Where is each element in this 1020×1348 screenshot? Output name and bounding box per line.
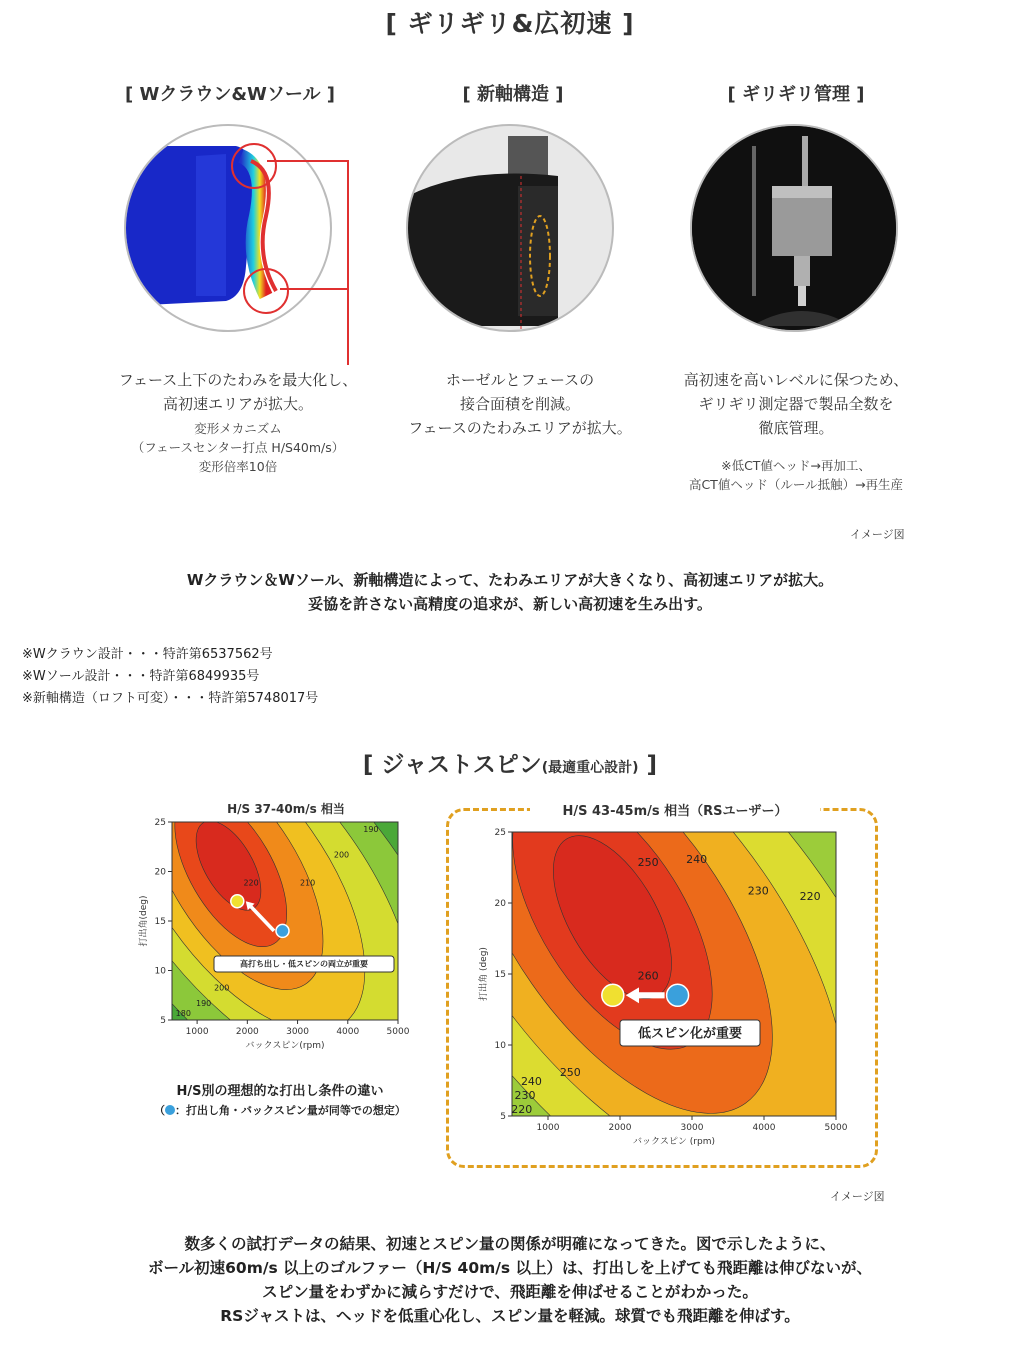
point-ideal: [231, 895, 244, 908]
y-tick-label: 15: [154, 917, 166, 927]
contour-label: 190: [195, 999, 212, 1009]
y-tick-label: 25: [154, 818, 166, 828]
x-tick-label: 2000: [608, 1123, 632, 1133]
x-tick-label: 3000: [680, 1123, 704, 1133]
section-title-justspin: [ ジャストスピン(最適重心設計) ]: [362, 752, 658, 778]
section-title-girigiri: [ ギリギリ&広初速 ]: [385, 9, 635, 38]
col3-sub: ※低CT値ヘッド→再加工、 高CT値ヘッド（ルール抵触）→再生産: [688, 458, 904, 492]
contour-label: 240: [686, 853, 708, 867]
x-tick-label: 1000: [185, 1027, 209, 1037]
col1-sub: 変形メカニズム （フェースセンター打点 H/S40m/s） 変形倍率10倍: [131, 421, 345, 474]
y-axis-label: 打出角(deg): [139, 895, 149, 947]
image-note-1: イメージ図: [850, 528, 905, 541]
col1-title: [ Wクラウン&Wソール ]: [124, 84, 336, 105]
connector-top: [267, 160, 349, 162]
col2-caption: ホーゼルとフェースの 接合面積を削減。 フェースのたわみエリアが拡大。: [408, 371, 632, 437]
section1-summary: Wクラウン＆Wソール、新軸構造によって、たわみエリアが大きくなり、高初速エリアが拡大。 妥協を許さない高精度の追求が、新しい高初速を生み出す。: [186, 571, 834, 613]
point-current: [276, 924, 289, 937]
x-tick-label: 2000: [235, 1027, 259, 1037]
x-tick-label: 4000: [336, 1027, 360, 1037]
contour-label: 200: [333, 850, 350, 860]
annotation-text: 低スピン化が重要: [637, 1026, 743, 1042]
patent-item: ※Wクラウン設計・・・特許第6537562号: [22, 647, 273, 662]
hosel-image: [406, 124, 614, 332]
contour-label: 190: [363, 824, 379, 834]
contour-label: 220: [799, 890, 821, 904]
crown-sole-image: [124, 124, 332, 332]
x-tick-label: 5000: [824, 1123, 848, 1133]
chart2: [460, 822, 860, 1162]
section2-summary: 数多くの試打データの結果、初速とスピン量の関係が明確になってきた。図で示したように、 ボール初速60m/s 以上のゴルファー（H/S 40m/s 以上）は、打出しを上げても飛距離は伸びないが、 スピン量をわずかに減らすだけで、飛距離を伸ばせることがわかった。 RSジャストは、ヘッドを低重心化し、スピン量を軽減。球質でも飛距離を伸ばす。: [147, 1235, 873, 1325]
contour-label: 250: [637, 856, 659, 870]
connector-bottom: [280, 288, 348, 290]
point-ideal: [602, 984, 624, 1006]
y-tick-label: 5: [160, 1016, 166, 1026]
blue-dot-icon: [165, 1105, 175, 1115]
legend-note: （ ：打出し角・バックスピン量が同等での想定）: [154, 1104, 406, 1117]
legend-title: H/S別の理想的な打出し条件の違い: [176, 1084, 384, 1099]
x-tick-label: 4000: [752, 1123, 776, 1133]
y-tick-label: 5: [500, 1112, 506, 1122]
y-tick-label: 10: [494, 1041, 506, 1051]
patent-item: ※Wソール設計・・・特許第6849935号: [22, 669, 260, 684]
contour-label: 230: [514, 1088, 536, 1102]
patent-list: [22, 644, 318, 710]
contour-label: 220: [511, 1103, 533, 1117]
contour-label: 230: [747, 884, 769, 898]
contour-label: 250: [559, 1066, 581, 1080]
contour-label: 260: [637, 969, 659, 983]
y-tick-label: 20: [154, 867, 166, 878]
y-tick-label: 20: [494, 899, 506, 909]
y-axis-label: 打出角 (deg): [479, 947, 489, 1001]
y-tick-label: 25: [494, 828, 506, 838]
y-tick-label: 10: [154, 966, 166, 977]
x-axis-label: バックスピン(rpm): [245, 1041, 325, 1051]
contour-label: 240: [520, 1074, 542, 1088]
image-note-2: イメージ図: [830, 1190, 885, 1203]
chart2-title: H/S 43-45m/s 相当（RSユーザー）: [530, 800, 820, 819]
x-tick-label: 1000: [536, 1123, 560, 1133]
contour-label: 220: [243, 878, 259, 888]
y-tick-label: 15: [494, 970, 506, 980]
x-axis-label: バックスピン (rpm): [633, 1137, 715, 1147]
chart1: [120, 812, 420, 1062]
point-current: [667, 984, 689, 1006]
x-tick-label: 3000: [286, 1027, 310, 1037]
contour-label: 200: [214, 983, 230, 993]
contour-label: 210: [299, 878, 316, 888]
annotation-text: 高打ち出し・低スピンの両立が重要: [240, 959, 368, 969]
connector-vertical: [347, 160, 349, 365]
col3-caption: 高初速を高いレベルに保つため、 ギリギリ測定器で製品全数を 徹底管理。: [683, 371, 909, 437]
chart1-title: H/S 37-40m/s 相当: [227, 802, 345, 816]
col1-caption: フェース上下のたわみを最大化し、 高初速エリアが拡大。: [118, 371, 358, 413]
patent-item: ※新軸構造（ロフト可変）・・・特許第5748017号: [22, 691, 319, 706]
contour-label: 180: [175, 1009, 191, 1019]
annotation: [620, 1020, 760, 1046]
col3-title: [ ギリギリ管理 ]: [727, 84, 865, 105]
col2-title: [ 新軸構造 ]: [462, 84, 564, 105]
x-tick-label: 5000: [386, 1027, 410, 1037]
annotation: [214, 956, 394, 972]
measurement-device-image: [690, 124, 898, 332]
